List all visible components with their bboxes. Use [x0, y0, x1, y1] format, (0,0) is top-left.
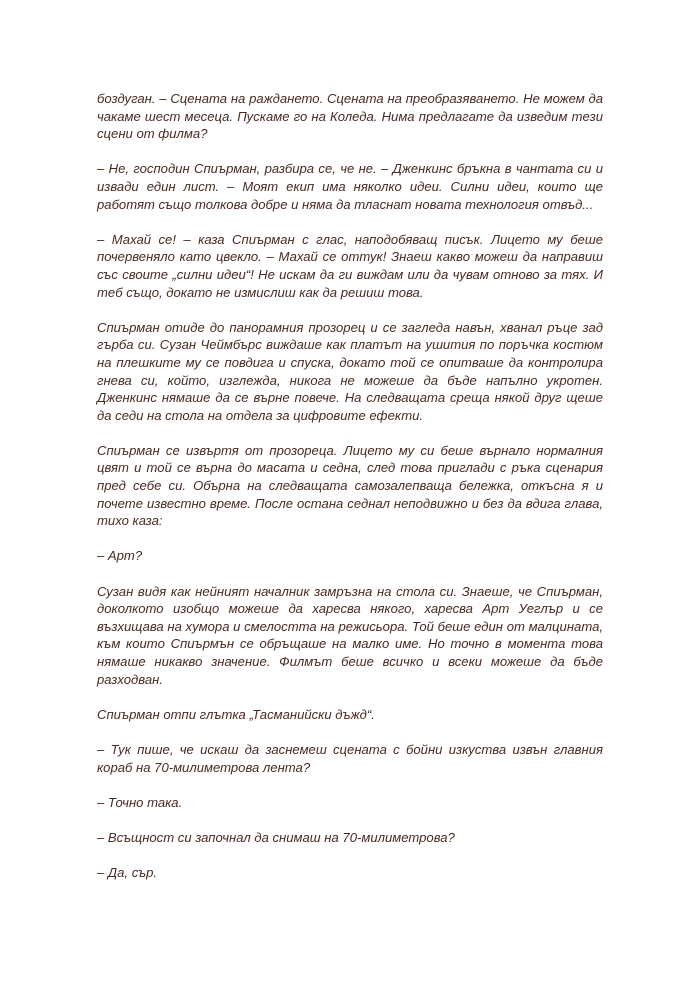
paragraph: – Точно така. [97, 794, 183, 810]
paragraph: – Махай се! – каза Спиърман с глас, наподобяващ писък. Лицето му беше почервеняло като цвекло. – Махай се оттук! Знаеш какво можеш да направиш със своите „силни идеи“! Не искам да ги виждам или да чувам отново за тях. И теб също, докато не измислиш как да решиш това. [97, 231, 603, 300]
paragraph: – Всъщност си започнал да снимаш на 70-милиметрова? [97, 829, 455, 845]
paragraph: – Тук пише, че искаш да заснемеш сцената с бойни изкуства извън главния кораб на 70-милиметрова лента? [97, 741, 603, 775]
paragraph: Спиърман отпи глътка „Тасманийски дъжд“. [97, 706, 375, 722]
body-text [97, 90, 603, 882]
paragraph: боздуган. – Сцената на раждането. Сцената на преобразяването. Не можем да чакаме шест месеца. Пускаме го на Коледа. Нима предлагате да изведим тези сцени от филма? [97, 91, 603, 142]
paragraph: – Да, сър. [97, 865, 158, 881]
paragraph: Сузан видя как нейният началник замръзна на стола си. Знаеше, че Спиърман, доколкото изобщо можеше да харесва някого, харесва Арт Уеглър и се възхищава на хумора и смелостта на режисьора. Той беше един от малцината, към които Спиърмън се обръщаше на малко име. Но точно в момента това нямаше никакво значение. Филмът беше всичко и всеки можеше да бъде разходван. [97, 583, 603, 687]
paragraph: Спиърман се извъртя от прозореца. Лицето му си беше върнало нормалния цвят и той се върна до масата и седна, след това приглади с ръка сценария пред себе си. Обърна на следващата самозалепваща бележка, откъсна я и почете известно време. После остана седнал неподвижно и без да вдига глава, тихо каза: [97, 442, 603, 529]
paragraph: – Арт? [97, 548, 143, 564]
paragraph: Спиърман отиде до панорамния прозорец и се загледа навън, хванал ръце зад гърба си. Сузан Чеймбърс виждаше как платът на ушития по поръчка костюм на плешките му се повдига и спуска, докато той се опитваше да контролира гнева си, който, изглежда, никога не можеше да бъде напълно укротен. Дженкинс нямаше да се върне повече. На следващата среща някой друг щеше да седи на стола на отдела за цифровите ефекти. [97, 319, 603, 423]
paragraph: – Не, господин Спиърман, разбира се, че не. – Дженкинс бръкна в чантата си и извади един лист. – Моят екип има няколко идеи. Силни идеи, които ще работят също толкова добре и няма да тласнат новата технология отвъд... [97, 161, 603, 212]
